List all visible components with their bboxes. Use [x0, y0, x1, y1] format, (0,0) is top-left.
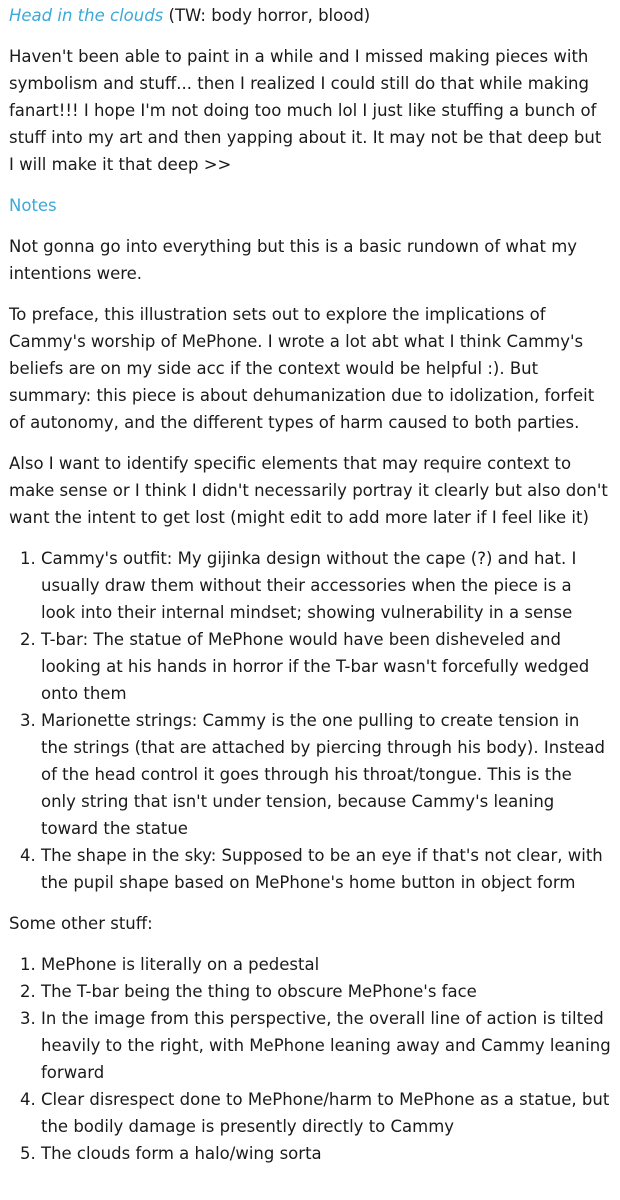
elements-list: [9, 545, 611, 896]
notes-paragraph-2: To preface, this illustration sets out to explore the implications of Cammy's worship of MePhone. I wrote a lot abt what I think Cammy's beliefs are on my side acc if the context would be helpful :). But summary: this piece is about dehumanization due to idolization, forfeit of autonomy, and the different types of harm caused to both parties.: [9, 305, 595, 432]
list-item: 3. In the image from this perspective, the overall line of action is tilted heavily to the right, with MePhone leaning away and Cammy leaning forward: [41, 1005, 611, 1086]
list-item: 1. Cammy's outfit: My gijinka design without the cape (?) and hat. I usually draw them without their accessories when the piece is a look into their internal mindset; showing vulnerability in a sense: [41, 545, 611, 626]
list-item: 4. The shape in the sky: Supposed to be an eye if that's not clear, with the pupil shape based on MePhone's home button in object form: [41, 842, 611, 896]
title-warning: (TW: body horror, blood): [163, 6, 371, 25]
other-list: [9, 951, 611, 1167]
notes-heading[interactable]: Notes: [9, 196, 57, 215]
title-link[interactable]: Head in the clouds: [9, 6, 164, 25]
list-item: 2. The T-bar being the thing to obscure MePhone's face: [41, 978, 611, 1005]
list-item: 5. The clouds form a halo/wing sorta: [41, 1140, 611, 1167]
list-item: 3. Marionette strings: Cammy is the one pulling to create tension in the strings (that are attached by piercing through his body). Instead of the head control it goes through his throat/tongue. This is the only string that isn't under tension, because Cammy's leaning toward the statue: [41, 707, 611, 842]
intro-paragraph: Haven't been able to paint in a while and I missed making pieces with symbolism and stuff... then I realized I could still do that while making fanart!!! I hope I'm not doing too much lol I just like stuffing a bunch of stuff into my art and then yapping about it. It may not be that deep but I will make it that deep >>: [9, 47, 602, 174]
list-item: 4. Clear disrespect done to MePhone/harm to MePhone as a statue, but the bodily damage is presently directly to Cammy: [41, 1086, 611, 1140]
list-item: 1. MePhone is literally on a pedestal: [41, 951, 611, 978]
notes-paragraph-1: Not gonna go into everything but this is a basic rundown of what my intentions were.: [9, 237, 578, 283]
other-heading: Some other stuff:: [9, 914, 153, 933]
post-title-line: [9, 2, 611, 29]
notes-paragraph-3: Also I want to identify specific elements that may require context to make sense or I think I didn't necessarily portray it clearly but also don't want the intent to get lost (might edit to add more later if I feel like it): [9, 454, 608, 527]
list-item: 2. T-bar: The statue of MePhone would have been disheveled and looking at his hands in horror if the T-bar wasn't forcefully wedged onto them: [41, 626, 611, 707]
